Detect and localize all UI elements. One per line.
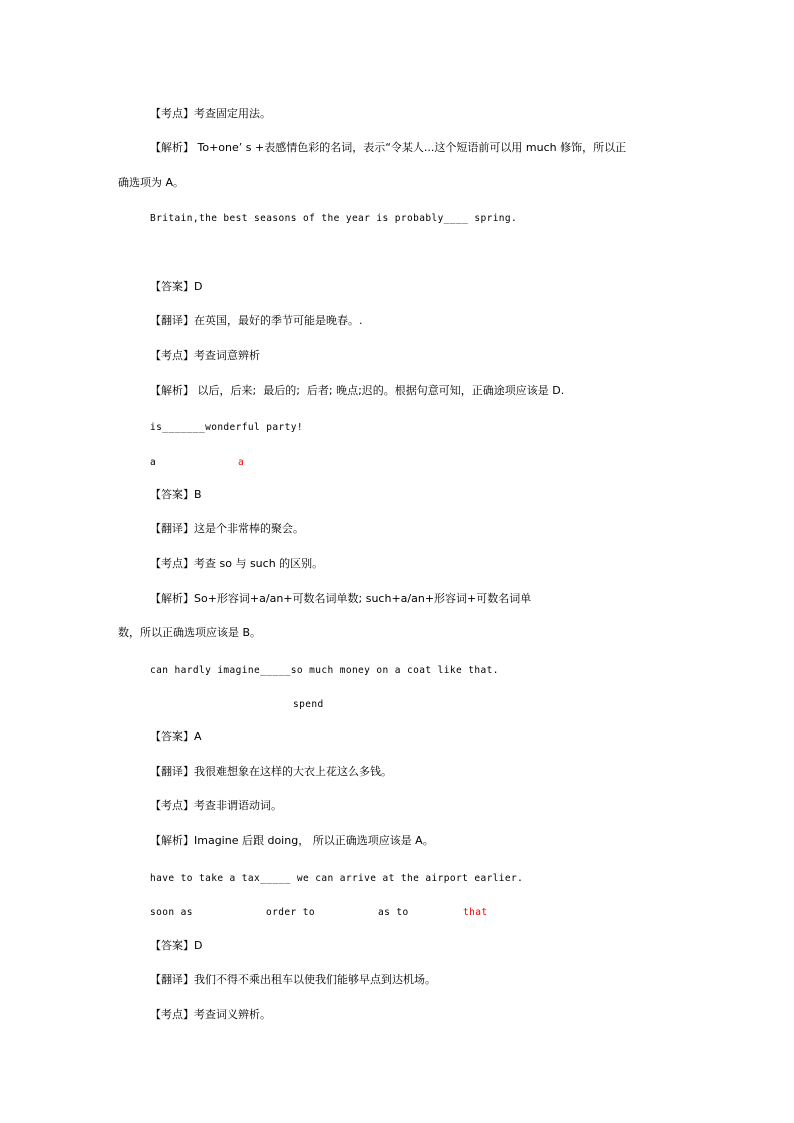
jiexi-line-3: 【解析】So+形容词+a/an+可数名词单数; such+a/an+形容词+可数名词单 [150,592,532,605]
option-order-to: order to [266,907,315,918]
question-3: can hardly imagine_____so much money on a coat like that. [150,665,499,676]
option-that: that [463,907,488,918]
jiexi-line-4: 【解析】Imagine 后跟 doing， 所以正确选项应该是 A。 [150,834,434,847]
question-1: Britain,the best seasons of the year is probably____ spring. [150,213,518,224]
option-a: a [150,457,157,468]
jiexi-line-1-cont: 确选项为 A。 [118,176,185,189]
option-as-to: as to [378,907,409,918]
kaodian-line-3: 【考点】考查 so 与 such 的区别。 [150,557,324,570]
kaodian-line-1: 【考点】考查固定用法。 [150,107,271,120]
kaodian-line-5: 【考点】考查词义辨析。 [150,1008,271,1021]
option-soon-as: soon as [150,907,193,918]
question-2: is_______wonderful party! [150,422,303,433]
option-spend: spend [293,699,324,710]
jiexi-line-3-cont: 数，所以正确选项应该是 B。 [118,626,262,639]
jiexi-line-2: 【解析】 以后，后来; 最后的; 后者; 晚点;迟的。根据句意可知，正确途项应该是 D. [150,384,565,397]
answer-line-2: 【答案】B [150,488,202,501]
answer-line-3: 【答案】A [150,730,202,743]
answer-line-1: 【答案】D [150,280,203,293]
option-highlight: a [238,457,245,468]
translation-line-4: 【翻译】我们不得不乘出租车以使我们能够早点到达机场。 [150,973,436,986]
translation-line-1: 【翻译】在英国，最好的季节可能是晚春。. [150,314,363,327]
kaodian-line-2: 【考点】考查词意辨析 [150,349,260,362]
question-4: have to take a tax_____ we can arrive at the airport earlier. [150,873,524,884]
translation-line-2: 【翻译】这是个非常棒的聚会。 [150,522,304,535]
jiexi-line-1: 【解析】 To+one’ s +表感情色彩的名词，表示“令某人...这个短语前可以用 much 修饰，所以正 [150,141,627,154]
kaodian-line-4: 【考点】考查非谓语动词。 [150,799,282,812]
answer-line-4: 【答案】D [150,939,203,952]
translation-line-3: 【翻译】我很难想象在这样的大衣上花这么多钱。 [150,765,392,778]
